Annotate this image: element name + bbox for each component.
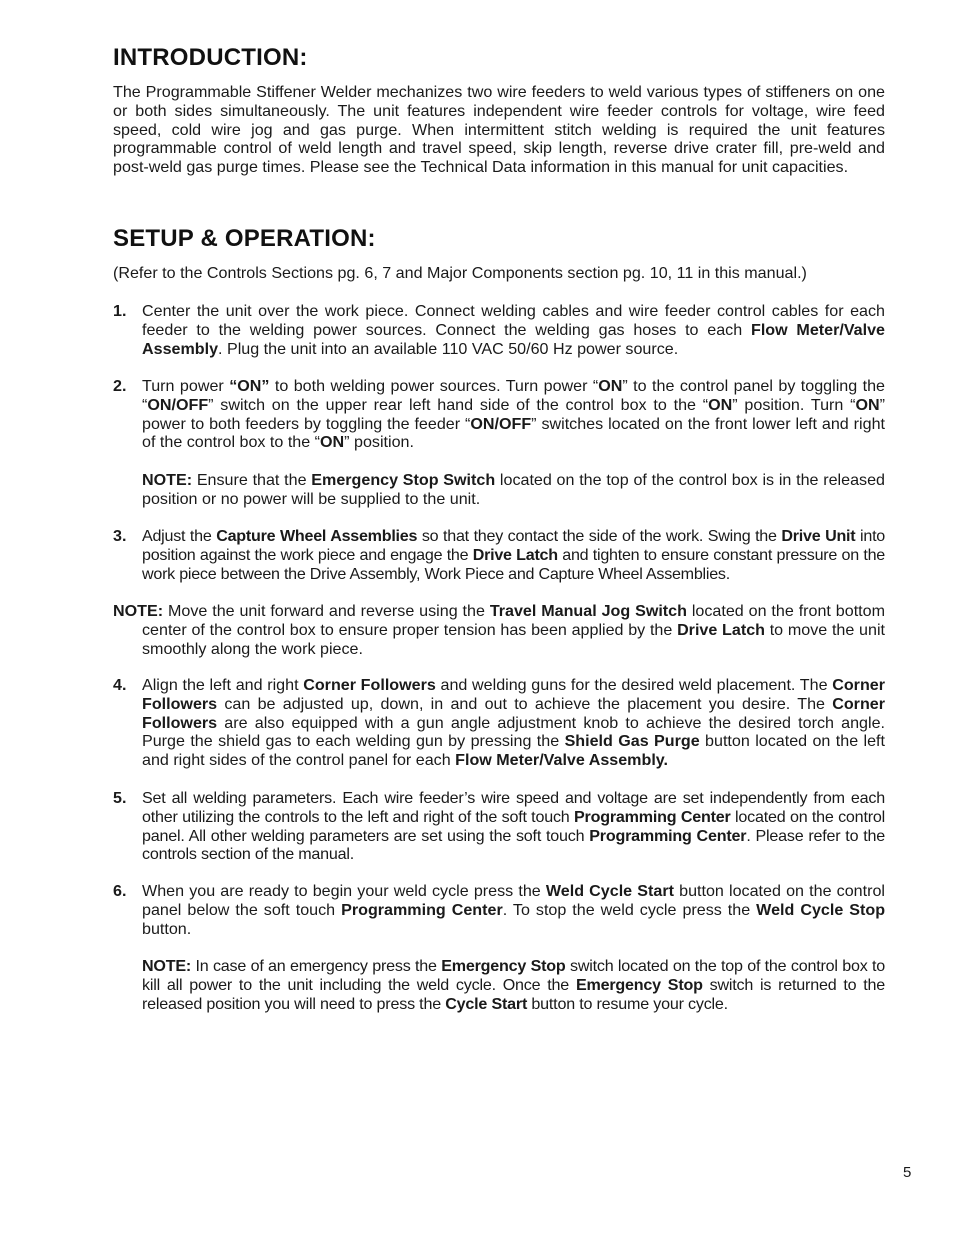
setup-operation-heading: SETUP & OPERATION: — [113, 225, 376, 252]
step-number: 5. — [113, 789, 127, 807]
introduction-paragraph: The Programmable Stiffener Welder mechanizes two wire feeders to weld various types of stiffeners on one or both sides simultaneously. The unit features independent wire feeder controls for voltage, wire feed speed, cold wire jog and gas purge. When intermittent stitch welding is required the unit features programmable control of weld length and travel speed, skip length, reverse drive crater fill, pre-weld and post-weld gas purge times. Please see the Technical Data information in this manual for unit capacities. — [113, 83, 885, 177]
step-number: 2. — [113, 377, 127, 395]
step-note: NOTE: Ensure that the Emergency Stop Switch located on the top of the control box is in the released position or no power will be supplied to the unit. — [142, 471, 885, 508]
step-text: Adjust the Capture Wheel Assemblies so that they contact the side of the work. Swing the Drive Unit into position against the work piece and engage the Drive Latch and tighten to ensure constant pressure on the work piece between the Drive Assembly, Work Piece and Capture Wheel Assemblies. — [142, 527, 886, 583]
step-number: 1. — [113, 302, 127, 320]
step-5 — [113, 789, 885, 864]
introduction-heading: INTRODUCTION: — [113, 44, 308, 71]
step-text: Center the unit over the work piece. Connect welding cables and wire feeder control cables for each feeder to the welding power sources. Connect the welding gas hoses to each Flow Meter/Valve Assembly. Plug the unit into an available 110 VAC 50/60 Hz power source. — [142, 302, 885, 358]
step-number: 6. — [113, 882, 127, 900]
step-1 — [113, 302, 885, 358]
step-number: 4. — [113, 676, 127, 694]
step-6 — [113, 882, 885, 1014]
step-text: Set all welding parameters. Each wire feeder’s wire speed and voltage are set independently from each other utilizing the controls to the left and right of the soft touch Programming Center located on the control panel. All other welding parameters are set using the soft touch Programming Center. Please refer to the controls section of the manual. — [142, 789, 885, 864]
step-text: Turn power “ON” to both welding power sources. Turn power “ON” to the control panel by toggling the “ON/OFF” switch on the upper rear left hand side of the control box to the “ON” position. Turn “ON” power to both feeders by toggling the feeder “ON/OFF” switches located on the front lower left and right of the control box to the “ON” position. — [142, 377, 885, 452]
step-text: When you are ready to begin your weld cycle press the Weld Cycle Start button located on the control panel below the soft touch Programming Center. To stop the weld cycle press the Weld Cycle Stop button. — [142, 882, 886, 938]
step-3 — [113, 527, 885, 583]
step-text: Align the left and right Corner Followers and welding guns for the desired weld placement. The Corner Followers can be adjusted up, down, in and out to achieve the placement you desire. The Corner Followers are also equipped with a gun angle adjustment knob to achieve the desired torch angle. Purge the shield gas to each welding gun by pressing the Shield Gas Purge button located on the left and right sides of the control panel for each Flow Meter/Valve Assembly. — [142, 676, 886, 770]
step-4 — [113, 676, 885, 770]
step-2 — [113, 377, 885, 509]
step-number: 3. — [113, 527, 127, 545]
page-number: 5 — [903, 1164, 912, 1181]
reference-note: (Refer to the Controls Sections pg. 6, 7 and Major Components section pg. 10, 11 in this manual.) — [113, 264, 807, 282]
note-text: NOTE: Move the unit forward and reverse using the Travel Manual Jog Switch located on the front bottom center of the control box to ensure proper tension has been applied by the Drive Latch to move the unit smoothly along the work piece. — [113, 602, 885, 658]
step-note: NOTE: In case of an emergency press the Emergency Stop switch located on the top of the control box to kill all power to the unit including the weld cycle. Once the Emergency Stop switch is returned to the released position you will need to press the Cycle Start button to resume your cycle. — [142, 957, 886, 1013]
travel-note — [113, 602, 885, 658]
